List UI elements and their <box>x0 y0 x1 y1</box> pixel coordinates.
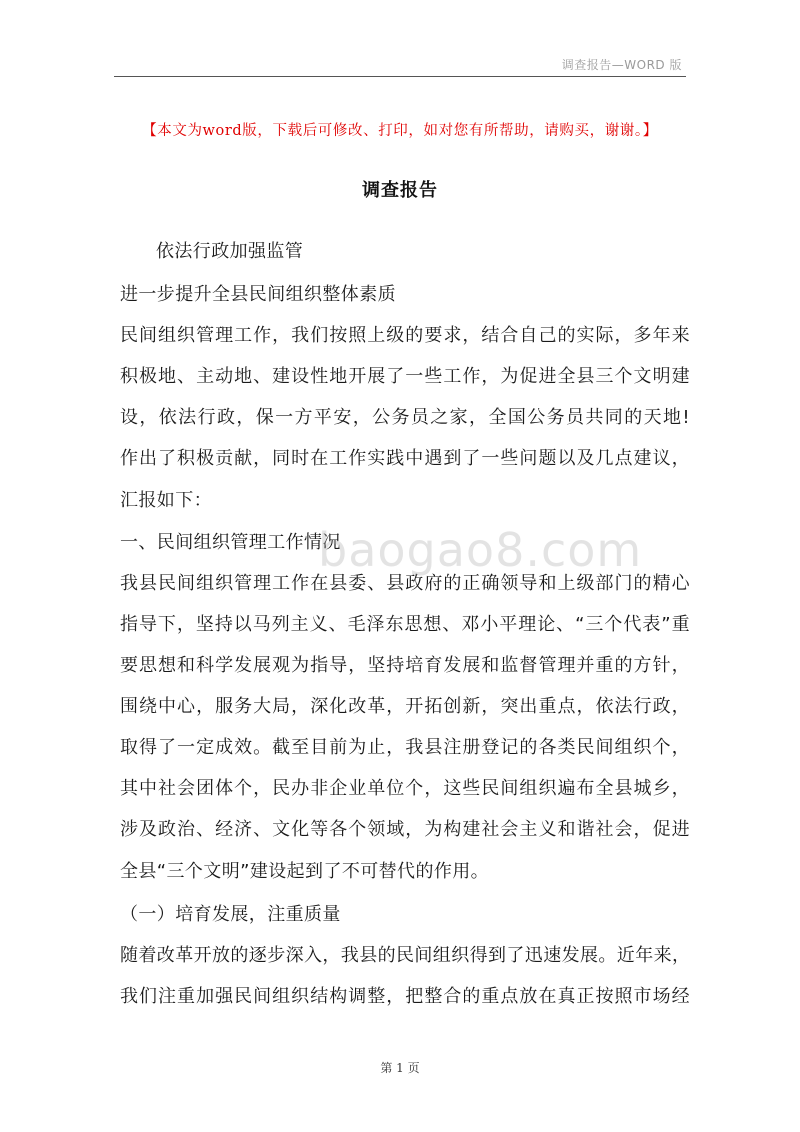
paragraph-line: 围绕中心，服务大局，深化改革，开拓创新，突出重点，依法行政， <box>120 696 690 717</box>
paragraph-line: 其中社会团体个，民办非企业单位个，这些民间组织遍布全县城乡， <box>120 778 690 799</box>
paragraph-line: 汇报如下： <box>120 490 212 511</box>
header-divider <box>114 76 686 77</box>
running-header: 调查报告—WORD 版 <box>561 58 682 72</box>
subtitle-line: 进一步提升全县民间组织整体素质 <box>120 284 396 305</box>
paragraph-line: 积极地、主动地、建设性地开展了一些工作，为促进全县三个文明建 <box>120 366 690 387</box>
section-heading: 一、民间组织管理工作情况 <box>120 532 341 553</box>
document-title: 调查报告 <box>362 180 438 201</box>
paragraph-line: 我县民间组织管理工作在县委、县政府的正确领导和上级部门的精心 <box>120 573 690 594</box>
paragraph-line: 取得了一定成效。截至目前为止，我县注册登记的各类民间组织个， <box>120 737 690 758</box>
page-number: 第 1 页 <box>380 1061 420 1075</box>
purchase-notice: 【本文为word版，下载后可修改、打印，如对您有所帮助，请购买，谢谢。】 <box>142 123 658 139</box>
paragraph-line: 全县“三个文明”建设起到了不可替代的作用。 <box>120 861 490 882</box>
paragraph-line: 我们注重加强民间组织结构调整，把整合的重点放在真正按照市场经 <box>120 986 690 1007</box>
paragraph-line: 指导下，坚持以马列主义、毛泽东思想、邓小平理论、“三个代表”重 <box>120 614 690 635</box>
paragraph-line: 要思想和科学发展观为指导，坚持培育发展和监督管理并重的方针， <box>120 655 690 676</box>
subsection-heading: （一）培育发展，注重质量 <box>120 904 341 925</box>
paragraph-line: 民间组织管理工作，我们按照上级的要求，结合自己的实际，多年来 <box>120 325 690 346</box>
watermark: baogao8.com <box>318 523 643 577</box>
paragraph-line: 随着改革开放的逐步深入，我县的民间组织得到了迅速发展。近年来， <box>120 945 691 966</box>
paragraph-line: 设，依法行政，保一方平安，公务员之家，全国公务员共同的天地! <box>120 407 690 428</box>
paragraph-line: 作出了积极贡献，同时在工作实践中遇到了一些问题以及几点建议， <box>120 448 690 469</box>
paragraph-line: 涉及政治、经济、文化等各个领域，为构建社会主义和谐社会，促进 <box>120 819 690 840</box>
subtitle-line: 依法行政加强监管 <box>156 241 304 262</box>
